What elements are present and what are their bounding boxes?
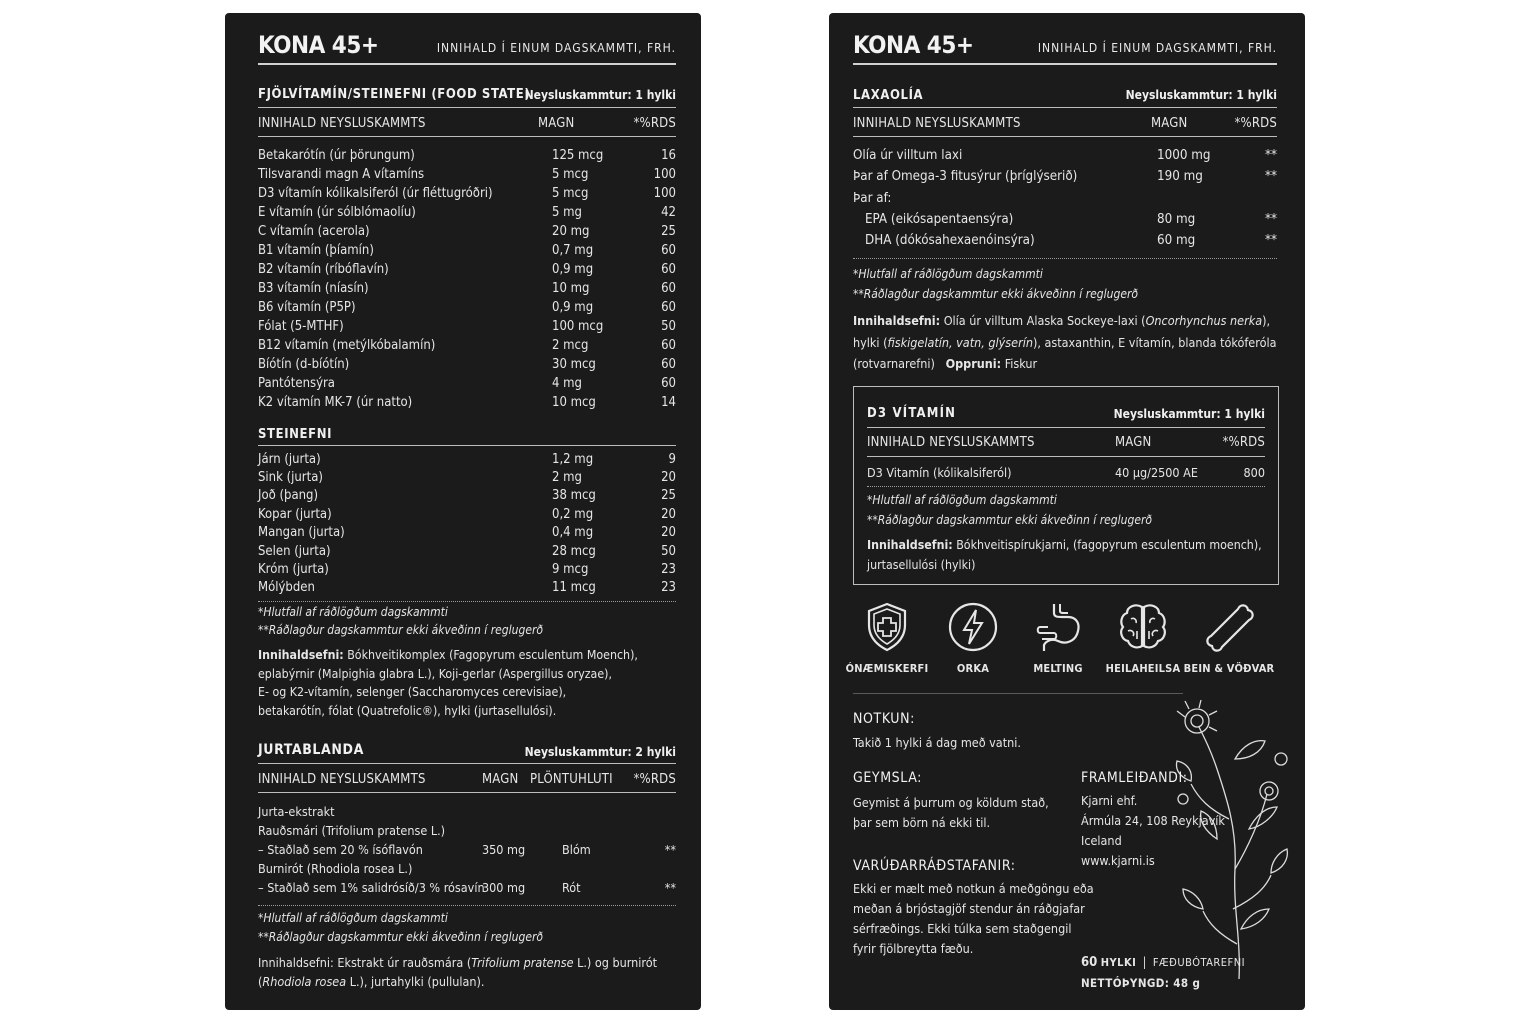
icon-immune	[857, 601, 917, 653]
usage-text: Takið 1 hylki á dag með vatni.	[853, 735, 1021, 750]
dotted-divider	[867, 486, 1265, 487]
text-line: þar sem börn ná ekki til.	[853, 815, 991, 830]
table-row	[258, 336, 676, 355]
col-pct: *%RDS	[1222, 434, 1265, 450]
section-title: D3 VÍTAMÍN	[867, 406, 957, 421]
text-line: jurtasellulósi (hylki)	[867, 558, 976, 572]
row-name: C vítamín (acerola)	[258, 224, 370, 239]
row-pct: **	[664, 880, 676, 895]
row-pct: 50	[661, 543, 676, 559]
col-amount: MAGN	[1151, 115, 1188, 131]
divider	[853, 107, 1277, 108]
multivitamin-section	[258, 85, 676, 412]
row-pct: 800	[1243, 465, 1265, 480]
row-pct: **	[1265, 233, 1277, 249]
icon-label: MELTING	[1033, 662, 1083, 675]
text-line: sérfræðings. Ekki túlka sem staðgengil	[853, 921, 1072, 936]
divider	[258, 136, 676, 137]
icon-energy	[943, 601, 1003, 653]
col-amount: MAGN	[1115, 434, 1152, 450]
table-row	[258, 487, 676, 505]
row-amount: 0,4 mg	[552, 525, 594, 541]
text-line: Kjarni ehf.	[1081, 793, 1138, 808]
table-row	[258, 840, 676, 859]
row-amount: 0,9 mg	[552, 300, 594, 315]
row-name: Mólýbden	[258, 580, 315, 596]
table-row	[258, 298, 676, 317]
text-part: (	[258, 974, 263, 989]
table-row	[258, 374, 676, 393]
row-amount: 9 mcg	[552, 562, 589, 578]
row-name: Olía úr villtum laxi	[853, 148, 963, 164]
text-part: ), astaxanthin, E vítamín, blanda tókóferóla	[1032, 334, 1277, 350]
ingredients-label: Innihaldsefni:	[853, 313, 941, 329]
text-line: Bókhveitispírukjarni, (fagopyrum esculentum moench),	[952, 538, 1262, 552]
dotted-divider	[258, 905, 676, 906]
row-pct: 25	[661, 224, 676, 239]
row-name: Króm (jurta)	[258, 562, 329, 578]
row-amount: 28 mcg	[552, 543, 596, 559]
capsule-count	[1081, 953, 1245, 972]
icon-label: ÓNÆMISKERFI	[845, 662, 929, 675]
text-part: hylki (	[853, 334, 888, 350]
footnote: *Hlutfall af ráðlögðum dagskammti	[258, 605, 448, 620]
left-label-panel	[225, 13, 701, 1010]
table-row	[258, 579, 676, 597]
row-amount: 80 mg	[1157, 212, 1196, 228]
net-weight: NETTÓÞYNGD: 48 g	[1081, 976, 1201, 990]
brand-title: KONA 45+	[258, 31, 379, 59]
col-pct: *%RDS	[633, 771, 676, 787]
salmon-rows	[853, 145, 1277, 251]
header-text: INNIHALD Í EINUM DAGSKAMMTI, FRH.	[436, 41, 676, 55]
row-pct: 14	[661, 395, 676, 410]
row-pct: 60	[661, 338, 676, 353]
serving-size: Neysluskammtur: 1 hylki	[1113, 407, 1265, 421]
herbal-rows	[258, 802, 676, 897]
row-pct: 42	[661, 205, 676, 220]
row-pct: **	[1265, 212, 1277, 228]
table-row	[258, 393, 676, 412]
row-amount: 60 mg	[1157, 233, 1196, 249]
col-amount: MAGN	[482, 771, 519, 787]
ingredients-text	[258, 953, 676, 991]
text-part: Innihaldsefni: Ekstrakt úr rauðsmára (	[258, 955, 472, 970]
text-line: Iceland	[1081, 833, 1122, 848]
product-type: FÆÐUBÓTAREFNI	[1152, 956, 1246, 969]
lightning-icon	[947, 601, 999, 653]
row-pct: 16	[661, 148, 676, 163]
table-header	[258, 768, 676, 790]
row-part: Rót	[562, 880, 581, 895]
row-name: – Staðlað sem 1% salidrósíð/3 % rósavín	[258, 880, 485, 895]
table-row	[258, 542, 676, 560]
section-title: JURTABLANDA	[258, 742, 364, 758]
icon-brain	[1113, 601, 1173, 653]
text-line: Geymist á þurrum og köldum stað,	[853, 795, 1049, 810]
count-unit: HYLKI	[1100, 956, 1137, 969]
bone-icon	[1203, 601, 1255, 653]
section-title: FJÖLVÍTAMÍN/STEINEFNI (FOOD STATE)	[258, 87, 531, 102]
row-name: EPA (eikósapentaensýra)	[865, 212, 1014, 228]
row-name: E vítamín (úr sólblómaolíu)	[258, 205, 416, 220]
row-pct: 25	[661, 488, 676, 504]
col-pct: *%RDS	[633, 115, 676, 131]
footnote: **Ráðlagður dagskammtur ekki ákveðinn í reglugerð	[867, 513, 1153, 527]
table-row	[258, 468, 676, 486]
table-row: Rauðsmári (Trifolium pratense L.)	[258, 823, 446, 838]
mineral-list	[258, 450, 676, 597]
text-line: Ekki er mælt með notkun á meðgöngu eða	[853, 881, 1094, 896]
row-name: Mangan (jurta)	[258, 525, 345, 541]
icon-bone	[1199, 601, 1259, 653]
row-name: Kopar (jurta)	[258, 506, 332, 522]
footnote: *Hlutfall af ráðlögðum dagskammti	[258, 911, 448, 925]
icon-label: BEIN & VÖÐVAR	[1183, 662, 1275, 675]
storage-title: GEYMSLA:	[853, 770, 923, 786]
col-amount: MAGN	[538, 115, 575, 131]
row-amount: 350 mg	[482, 842, 526, 857]
row-name: D3 Vitamín (kólikalsiferól)	[867, 465, 1012, 480]
footnote: *Hlutfall af ráðlögðum dagskammti	[867, 493, 1057, 507]
separator: |	[1142, 955, 1147, 969]
text-line: meðan á brjóstagjöf stendur án ráðgjafar	[853, 901, 1085, 916]
divider	[258, 792, 676, 793]
row-amount: 0,2 mg	[552, 506, 594, 522]
col-part: PLÖNTUHLUTI	[530, 771, 613, 787]
table-row	[853, 209, 1277, 230]
row-pct: 100	[653, 167, 676, 182]
row-pct: 50	[661, 319, 676, 334]
divider	[853, 136, 1277, 137]
row-amount: 1000 mg	[1157, 148, 1211, 164]
row-name: B3 vítamín (níasín)	[258, 281, 369, 296]
header-divider	[853, 63, 1277, 65]
text-part: (rotvarnarefni)	[853, 356, 946, 372]
serving-size: Neysluskammtur: 2 hylki	[524, 745, 676, 759]
table-row	[853, 166, 1277, 187]
table-row	[258, 524, 676, 542]
row-name: Þar af:	[853, 190, 892, 206]
header-text: INNIHALD Í EINUM DAGSKAMMTI, FRH.	[1037, 41, 1277, 55]
text-part: L.), jurtahylki (pullulan).	[346, 974, 485, 989]
row-pct: 23	[661, 580, 676, 596]
col-name: INNIHALD NEYSLUSKAMMTS	[853, 115, 1021, 131]
row-name: Sink (jurta)	[258, 470, 323, 486]
section-title: LAXAOLÍA	[853, 88, 924, 103]
row-name: Járn (jurta)	[258, 451, 321, 467]
count-value: 60	[1081, 955, 1098, 970]
section-title: STEINEFNI	[258, 427, 333, 442]
row-amount: 5 mcg	[552, 186, 589, 201]
text-part: L.) og burnirót	[573, 955, 658, 970]
col-name: INNIHALD NEYSLUSKAMMTS	[258, 115, 426, 131]
table-header	[853, 112, 1277, 134]
divider	[867, 427, 1265, 428]
text-line: www.kjarni.is	[1081, 853, 1155, 868]
caution-text	[853, 879, 1094, 959]
row-name: Þar af Omega-3 fitusýrur (þríglýserið)	[853, 169, 1078, 185]
row-name: B2 vítamín (ríbóflavín)	[258, 262, 389, 277]
caution-title: VARÚÐARRÁÐSTAFANIR:	[853, 858, 1016, 874]
origin-label: Oppruni:	[945, 356, 1002, 372]
row-name: Bíótín (d-bíótín)	[258, 357, 350, 372]
latin-name: Trifolium pratense	[471, 955, 574, 970]
row-amount: 125 mcg	[552, 148, 604, 163]
herbal-section	[258, 740, 676, 991]
footnote: **Ráðlagður dagskammtur ekki ákveðinn í reglugerð	[258, 930, 544, 944]
table-row	[258, 355, 676, 374]
table-header	[258, 112, 676, 134]
serving-size: Neysluskammtur: 1 hylki	[524, 88, 676, 102]
ingredients-text	[258, 646, 676, 720]
table-row	[258, 260, 676, 279]
ingredients-label: Innihaldsefni:	[258, 648, 344, 663]
text-line: E- og K2-vítamín, selenger (Saccharomyces cerevisiae),	[258, 685, 567, 700]
row-name: Tilsvarandi magn A vítamíns	[258, 167, 425, 182]
footnote: **Ráðlagður dagskammtur ekki ákveðinn í reglugerð	[258, 623, 544, 638]
vitamin-list	[258, 146, 676, 412]
table-row	[258, 560, 676, 578]
text-line: Bókhveitikomplex (Fagopyrum esculentum Moench),	[343, 648, 638, 663]
text-line: Ármúla 24, 108 Reykjavík	[1081, 813, 1225, 828]
row-amount: 30 mcg	[552, 357, 596, 372]
row-part: Blóm	[562, 842, 591, 857]
latin-name: Rhodiola rosea	[262, 974, 347, 989]
row-pct: 20	[661, 470, 676, 486]
table-row	[853, 145, 1277, 166]
shield-cross-icon	[864, 601, 910, 653]
table-row	[258, 317, 676, 336]
col-pct: *%RDS	[1234, 115, 1277, 131]
table-row	[258, 279, 676, 298]
row-pct: 60	[661, 376, 676, 391]
row-amount: 0,7 mg	[552, 243, 594, 258]
row-amount: 5 mg	[552, 205, 582, 220]
row-amount: 4 mg	[552, 376, 582, 391]
storage-text	[853, 793, 1049, 833]
text-part: ),	[1262, 313, 1271, 329]
row-pct: 20	[661, 506, 676, 522]
row-pct: 100	[653, 186, 676, 201]
table-row	[853, 230, 1277, 251]
row-pct: 20	[661, 525, 676, 541]
row-amount: 11 mcg	[552, 580, 596, 596]
row-amount: 100 mcg	[552, 319, 604, 334]
row-pct: 60	[661, 300, 676, 315]
d3-vitamin-box	[853, 386, 1279, 585]
icon-label: ORKA	[956, 662, 990, 675]
stomach-icon	[1032, 601, 1084, 653]
row-amount: 5 mcg	[552, 167, 589, 182]
ingredients-text	[867, 535, 1265, 575]
table-row	[853, 188, 1277, 209]
row-pct: **	[1265, 169, 1277, 185]
row-pct: 9	[668, 451, 676, 467]
serving-size: Neysluskammtur: 1 hylki	[1125, 88, 1277, 102]
footnote: **Ráðlagður dagskammtur ekki ákveðinn í reglugerð	[853, 287, 1139, 302]
row-amount: 2 mg	[552, 470, 582, 486]
dotted-divider	[258, 601, 676, 602]
table-row	[258, 450, 676, 468]
row-name: B6 vítamín (P5P)	[258, 300, 356, 315]
col-name: INNIHALD NEYSLUSKAMMTS	[258, 771, 426, 787]
row-pct: 60	[661, 243, 676, 258]
row-name: Fólat (5-MTHF)	[258, 319, 344, 334]
salmon-oil-section	[853, 85, 1277, 375]
ingredients-label: Innihaldsefni:	[867, 538, 953, 552]
row-name: Pantótensýra	[258, 376, 335, 391]
table-row	[258, 505, 676, 523]
row-name: DHA (dókósahexaenóinsýra)	[865, 233, 1035, 249]
row-pct: 60	[661, 281, 676, 296]
latin-name: Oncorhynchus nerka	[1145, 313, 1263, 329]
row-name: B12 vítamín (metýlkóbalamín)	[258, 338, 436, 353]
usage-title: NOTKUN:	[853, 711, 915, 727]
table-row: Jurta-ekstrakt	[258, 804, 335, 819]
divider	[258, 107, 676, 108]
ingredients-text	[853, 310, 1277, 375]
row-name: Betakarótín (úr þörungum)	[258, 148, 415, 163]
row-name: D3 vítamín kólikalsiferól (úr fléttugróðri)	[258, 186, 493, 201]
row-name: B1 vítamín (þíamín)	[258, 243, 374, 258]
table-header	[867, 431, 1265, 453]
row-amount: 38 mcg	[552, 488, 596, 504]
text-line: betakarótín, fólat (Quatrefolic®), hylki (jurtasellulósi).	[258, 703, 557, 718]
row-name: Selen (jurta)	[258, 543, 331, 559]
row-pct: 60	[661, 357, 676, 372]
row-pct: **	[664, 842, 676, 857]
manufacturer-address	[1081, 791, 1225, 871]
row-amount: 0,9 mg	[552, 262, 594, 277]
divider	[867, 456, 1265, 457]
divider	[258, 763, 676, 764]
row-amount: 20 mg	[552, 224, 590, 239]
row-amount: 10 mcg	[552, 395, 596, 410]
icon-divider	[853, 693, 1183, 694]
row-pct: 23	[661, 562, 676, 578]
manufacturer-title: FRAMLEIÐANDI:	[1081, 770, 1188, 786]
row-pct: **	[1265, 148, 1277, 164]
row-name: Joð (þang)	[258, 488, 319, 504]
table-row	[258, 878, 676, 897]
icon-label: HEILAHEILSA	[1105, 662, 1181, 675]
row-amount: 1,2 mg	[552, 451, 594, 467]
brain-icon	[1117, 601, 1169, 653]
icon-digestion	[1028, 601, 1088, 653]
row-amount: 300 mg	[482, 880, 526, 895]
table-row	[258, 222, 676, 241]
table-row	[258, 203, 676, 222]
table-row	[258, 241, 676, 260]
row-amount: 40 µg/2500 AE	[1115, 465, 1198, 480]
divider	[258, 445, 676, 446]
right-label-panel	[829, 13, 1305, 1010]
table-row: Burnirót (Rhodiola rosea L.)	[258, 861, 413, 876]
text-line: eplabýrnir (Malpighia glabra L.), Koji-gerlar (Aspergillus oryzae),	[258, 666, 612, 681]
origin-value: Fiskur	[1001, 356, 1038, 372]
table-row	[867, 462, 1265, 483]
text-part: Olía úr villtum Alaska Sockeye-laxi (	[940, 313, 1146, 329]
header-divider	[258, 63, 676, 65]
row-amount: 190 mg	[1157, 169, 1203, 185]
row-amount: 2 mcg	[552, 338, 589, 353]
table-row	[258, 184, 676, 203]
dotted-divider	[853, 258, 1277, 259]
table-row	[258, 165, 676, 184]
brand-title: KONA 45+	[853, 31, 974, 59]
italic-part: fiskigelatín, vatn, glýserín	[887, 334, 1033, 350]
row-amount: 10 mg	[552, 281, 590, 296]
row-pct: 60	[661, 262, 676, 277]
row-name: – Staðlað sem 20 % ísóflavón	[258, 842, 423, 857]
row-name: K2 vítamín MK-7 (úr natto)	[258, 395, 413, 410]
footnote: *Hlutfall af ráðlögðum dagskammti	[853, 267, 1043, 282]
minerals-section	[258, 425, 676, 720]
col-name: INNIHALD NEYSLUSKAMMTS	[867, 434, 1035, 450]
text-line: fyrir fjölbreytta fæðu.	[853, 941, 974, 956]
table-row	[258, 146, 676, 165]
